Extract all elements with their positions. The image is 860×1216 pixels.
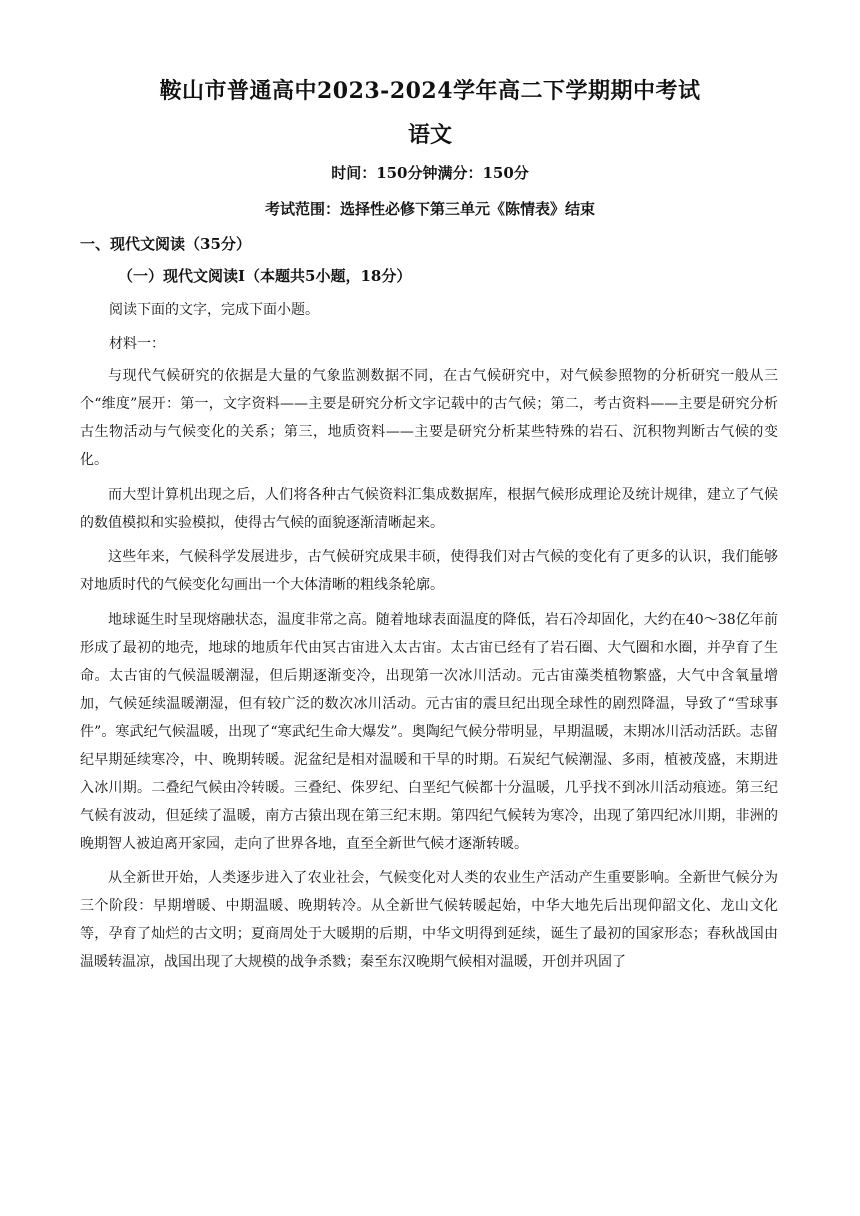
passage-paragraph-3: 这些年来，气候科学发展进步，古气候研究成果丰硕，使得我们对古气候的变化有了更多的认识，我们能够对地质时代的气候变化勾画出一个大体清晰的粗线条轮廓。	[80, 549, 778, 593]
passage-paragraph-4: 地球诞生时呈现熔融状态，温度非常之高。随着地球表面温度的降低，岩石冷却固化，大约在40～38亿年前形成了最初的地壳，地球的地质年代由冥古宙进入太古宙。太古宙已经有了岩石圈、大气圈和水圈，并孕育了生命。太古宙的气候温暖潮湿，但后期逐渐变冷，出现第一次冰川活动。元古宙藻类植物繁盛，大气中含氧量增加，气候延续温暖潮湿，但有较广泛的数次冰川活动。元古宙的震旦纪出现全球性的剧烈降温，导致了“雪球事件”。寒武纪气候温暖，出现了“寒武纪生命大爆发”。奥陶纪气候分带明显，早期温暖，末期冰川活动活跃。志留纪早期延续寒冷，中、晚期转暖。泥盆纪是相对温暖和干旱的时期。石炭纪气候潮湿、多雨，植被茂盛，末期进入冰川期。二叠纪气候由冷转暖。三叠纪、侏罗纪、白垩纪气候都十分温暖，几乎找不到冰川活动痕迹。第三纪气候有波动，但延续了温暖，南方古猿出现在第三纪末期。第四纪气候转为寒冷，出现了第四纪冰川期，非洲的晚期智人被迫离开家园，走向了世界各地，直至全新世气候才逐渐转暖。	[80, 611, 778, 852]
material-label: 材料一：	[109, 336, 165, 352]
reading-instruction: 阅读下面的文字，完成下面小题。	[109, 302, 319, 318]
subject-title: 语文	[407, 122, 452, 148]
scope-line: 考试范围：选择性必修下第三单元《陈情表》结束	[264, 200, 595, 218]
passage-paragraph-2: 而大型计算机出现之后，人们将各种古气候资料汇集成数据库，根据气候形成理论及统计规律，建立了气候的数值模拟和实验模拟，使得古气候的面貌逐渐清晰起来。	[80, 486, 778, 531]
passage-paragraph-5: 从全新世开始，人类逐步进入了农业社会，气候变化对人类的农业生产活动产生重要影响。全新世气候分为三个阶段：早期增暖、中期温暖、晚期转冷。从全新世气候转暖起始，中华大地先后出现仰韶文化、龙山文化等，孕育了灿烂的古文明；夏商周处于大暖期的后期，中华文明得到延续，诞生了最初的国家形态；春秋战国由温暖转温凉，战国出现了大规模的战争杀戮；秦至东汉晚期气候相对温暖，开创并巩固了	[80, 870, 778, 970]
passage-body	[80, 362, 778, 983]
exam-title: 鞍山市普通高中2023-2024学年高二下学期期中考试	[159, 78, 701, 104]
passage-paragraph-1: 与现代气候研究的依据是大量的气象监测数据不同，在古气候研究中，对气候参照物的分析研究一般从三个“维度”展开：第一，文字资料——主要是研究分析文字记载中的古气候；第二，考古资料——主要是研究分析古生物活动与气候变化的关系；第三，地质资料——主要是研究分析某些特殊的岩石、沉积物判断古气候的变化。	[80, 368, 778, 468]
subsection-heading: （一）现代文阅读Ⅰ（本题共5小题，18分）	[118, 267, 412, 285]
time-score-line: 时间：150分钟满分：150分	[331, 164, 529, 182]
section-heading: 一、现代文阅读（35分）	[80, 235, 251, 253]
